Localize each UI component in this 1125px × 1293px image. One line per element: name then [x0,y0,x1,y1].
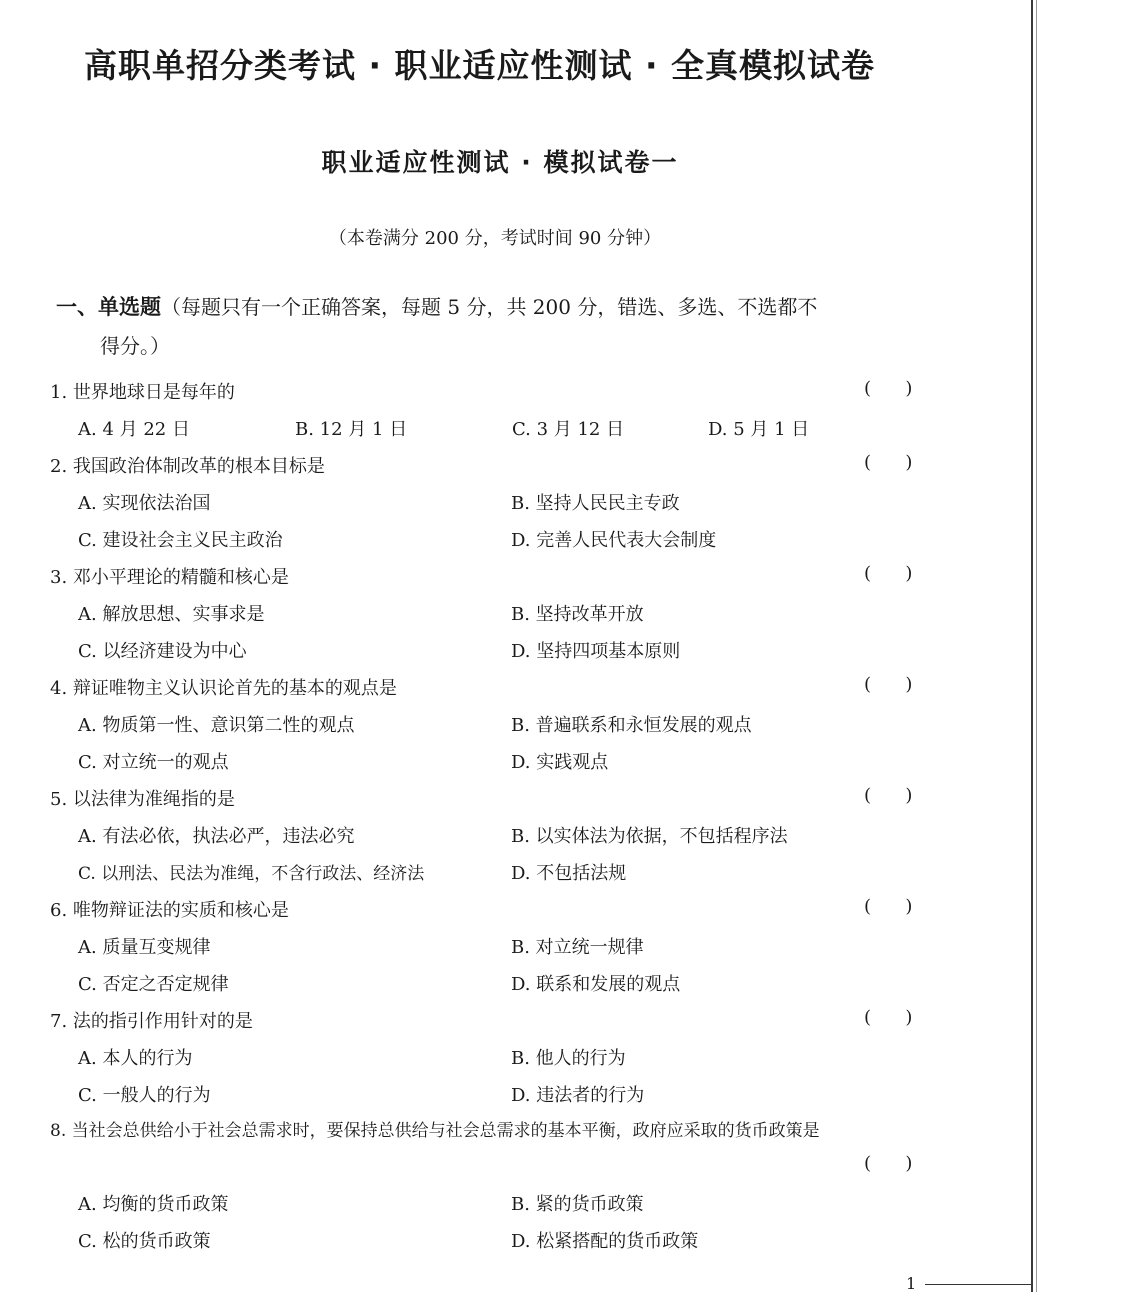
answer-blank: ( ) [864,785,913,806]
question-stem: 3. 邓小平理论的精髓和核心是 [50,567,289,588]
section-instruction-cont: 得分。） [100,334,170,358]
option-b: B. 他人的行为 [511,1048,626,1069]
question-stem: 5. 以法律为准绳指的是 [50,789,235,810]
question-stem: 4. 辩证唯物主义认识论首先的基本的观点是 [50,678,397,699]
option-b: B. 坚持人民民主专政 [511,493,680,514]
sub-title: 职业适应性测试 · 模拟试卷一 [321,148,679,177]
answer-blank: ( ) [864,1153,913,1174]
question-stem: 8. 当社会总供给小于社会总需求时，要保持总供给与社会总需求的基本平衡，政府应采取的货币政策是 [50,1121,820,1141]
section-lead: 一、单选题 [56,295,161,319]
option-b: B. 普遍联系和永恒发展的观点 [511,715,752,736]
page-edge-rule-inner [1036,0,1037,1292]
option-a: A. 有法必依，执法必严，违法必究 [78,826,355,847]
option-d: D. 完善人民代表大会制度 [511,530,717,551]
option-d: D. 松紧搭配的货币政策 [511,1231,699,1252]
option-d: D. 不包括法规 [511,863,627,884]
answer-blank: ( ) [864,896,913,917]
section-heading [56,288,956,366]
option-d: D. 5 月 1 日 [708,419,810,440]
option-a: A. 实现依法治国 [78,493,211,514]
option-c: C. 一般人的行为 [78,1085,211,1106]
answer-blank: ( ) [864,563,913,584]
main-title: 高职单招分类考试 · 职业适应性测试 · 全真模拟试卷 [84,46,876,85]
option-b: B. 紧的货币政策 [511,1194,644,1215]
option-a: A. 4 月 22 日 [78,419,190,440]
question-stem: 7. 法的指引作用针对的是 [50,1011,253,1032]
answer-blank: ( ) [864,452,913,473]
option-a: A. 解放思想、实事求是 [78,604,265,625]
page-edge-rule [1031,0,1033,1292]
option-a: A. 本人的行为 [78,1048,193,1069]
option-c: C. 否定之否定规律 [78,974,229,995]
option-d: D. 联系和发展的观点 [511,974,681,995]
section-instruction: （每题只有一个正确答案，每题 5 分，共 200 分，错选、多选、不选都不 [161,295,818,319]
option-d: D. 违法者的行为 [511,1085,645,1106]
option-c: C. 松的货币政策 [78,1231,211,1252]
answer-blank: ( ) [864,1007,913,1028]
answer-blank: ( ) [864,674,913,695]
option-b: B. 12 月 1 日 [295,419,408,440]
question-stem: 6. 唯物辩证法的实质和核心是 [50,900,289,921]
option-b: B. 坚持改革开放 [511,604,644,625]
page-number: 1 [906,1274,917,1293]
option-c: C. 以经济建设为中心 [78,641,247,662]
option-c: C. 对立统一的观点 [78,752,229,773]
option-c: C. 建设社会主义民主政治 [78,530,283,551]
option-b: B. 以实体法为依据，不包括程序法 [511,826,788,847]
footer-rule [925,1284,1031,1285]
answer-blank: ( ) [864,378,913,399]
option-a: A. 质量互变规律 [78,937,211,958]
option-c: C. 3 月 12 日 [512,419,625,440]
option-d: D. 实践观点 [511,752,609,773]
option-a: A. 物质第一性、意识第二性的观点 [78,715,355,736]
exam-info: （本卷满分 200 分，考试时间 90 分钟） [328,228,662,249]
option-c: C. 以刑法、民法为准绳，不含行政法、经济法 [78,864,425,884]
option-d: D. 坚持四项基本原则 [511,641,681,662]
option-a: A. 均衡的货币政策 [78,1194,229,1215]
question-stem: 1. 世界地球日是每年的 [50,382,235,403]
question-stem: 2. 我国政治体制改革的根本目标是 [50,456,325,477]
option-b: B. 对立统一规律 [511,937,644,958]
